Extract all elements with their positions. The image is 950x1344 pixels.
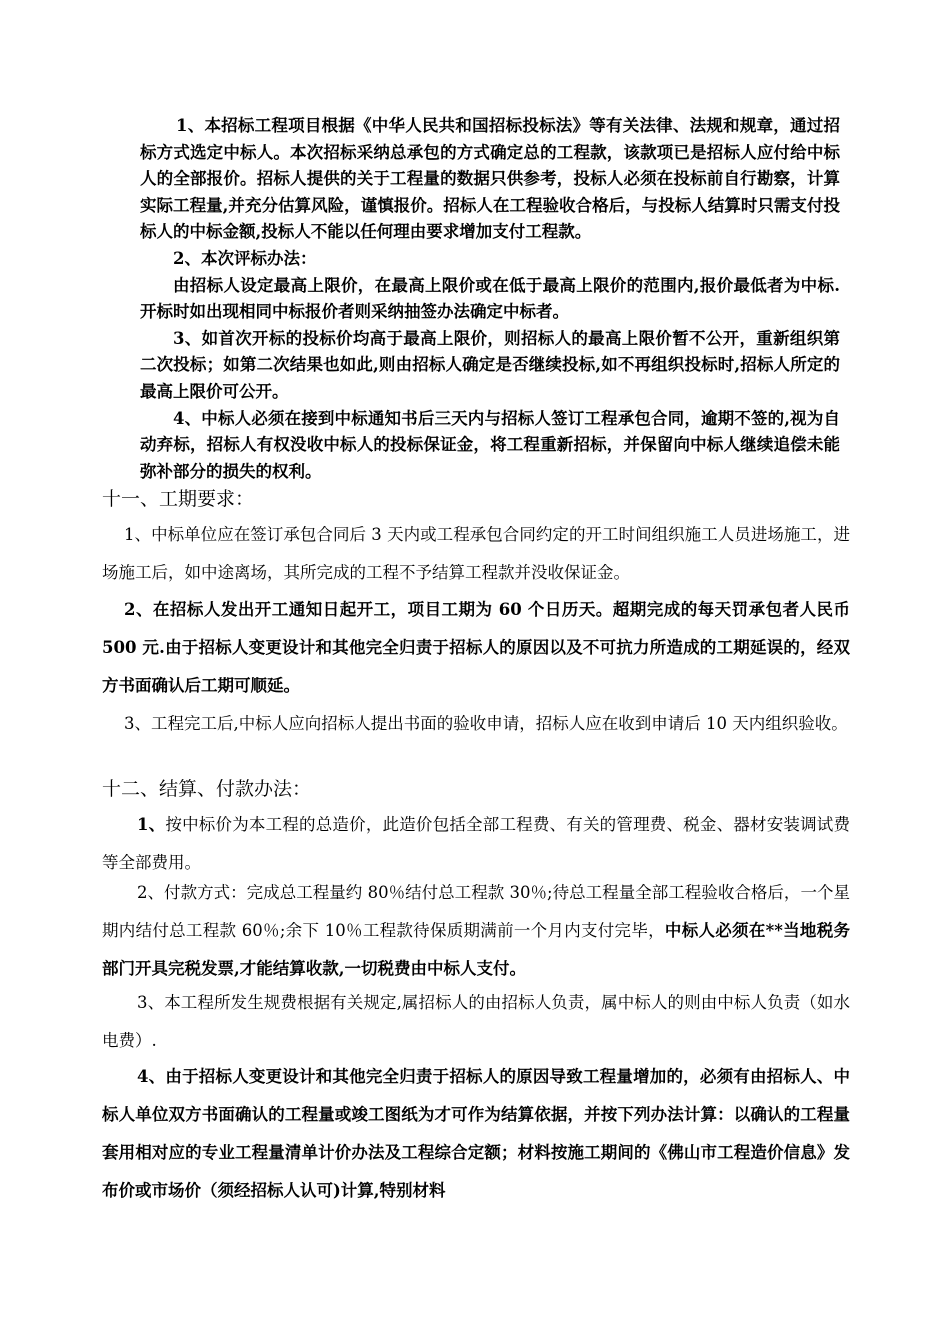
paragraph-text: 2、付款方式：完成总工程量约 80％结付总工程款 30％;待总工程量全部工程验收合格后，一个星期内结付总工程款 60％;余下 10％工程款待保质期满前一个月内支付完毕， [102, 883, 850, 940]
section-11-heading: 十一、工期要求： [102, 488, 255, 510]
paragraph-4: 4、中标人必须在接到中标通知书后三天内与招标人签订工程承包合同，逾期不签的,视为自动弃标，招标人有权没收中标人的投标保证金，将工程重新招标，并保留向中标人继续追偿未能弥补部分的损失的权利。 [140, 408, 840, 481]
section-11-paragraph-1: 1、中标单位应在签订承包合同后 3 天内或工程承包合同约定的开工时间组织施工人员进场施工，进场施工后，如中途离场，其所完成的工程不予结算工程款并没收保证金。 [102, 525, 850, 582]
section-11-paragraph-3: 3、工程完工后,中标人应向招标人提出书面的验收申请，招标人应在收到申请后 10 天内组织验收。 [124, 714, 848, 733]
section-12-paragraph-4: 4、由于招标人变更设计和其他完全归责于招标人的原因导致工程量增加的，必须有由招标人、中标人单位双方书面确认的工程量或竣工图纸为才可作为结算依据，并按下列办法计算：以确认的工程量套用相对应的专业工程量清单计价办法及工程综合定额；材料按施工期间的《佛山市工程造价信息》发布价或市场价（须经招标人认可)计算,特别材料 [102, 1067, 850, 1200]
section-12-paragraph-2 [102, 874, 850, 988]
section-12-heading: 十二、结算、付款办法： [102, 778, 312, 800]
evaluation-section [0, 113, 950, 485]
paragraph-text: 按中标价为本工程的总造价，此造价包括全部工程费、有关的管理费、税金、器材安装调试费等全部费用。 [102, 815, 851, 872]
section-12-paragraph-1 [102, 806, 850, 882]
paragraph-2-title: 2、本次评标办法： [173, 248, 317, 268]
section-12-paragraph-3: 3、本工程所发生规费根据有关规定,属招标人的由招标人负责，属中标人的则由中标人负责（如水电费）. [102, 993, 850, 1050]
section-11-paragraph-2: 2、在招标人发出开工通知日起开工，项目工期为 60 个日历天。超期完成的每天罚承包者人民币 500 元.由于招标人变更设计和其他完全归责于招标人的原因以及不可抗力所造成的工期延误的，经双方书面确认后工期可顺延。 [102, 600, 850, 695]
paragraph-1: 1、本招标工程项目根据《中华人民共和国招标投标法》等有关法律、法规和规章，通过招标方式选定中标人。本次招标采纳总承包的方式确定总的工程款，该款项已是招标人应付给中标人的全部报价。招标人提供的关于工程量的数据只供参考，投标人必须在投标前自行勘察，计算实际工程量,并充分估算风险，谨慎报价。招标人在工程验收合格后，与投标人结算时只需支付投标人的中标金额,投标人不能以任何理由要求增加支付工程款。 [140, 116, 840, 242]
paragraph-2-body: 由招标人设定最高上限价，在最高上限价或在低于最高上限价的范围内,报价最低者为中标.开标时如出现相同中标报价者则采纳抽签办法确定中标者。 [140, 275, 840, 322]
tax-invoice-note: 中标人必须在**当地税务部门开具完税发票,才能结算收款,一切税费由中标人支付。 [102, 921, 850, 978]
paragraph-number: 1、 [137, 815, 166, 834]
paragraph-3: 3、如首次开标的投标价均高于最高上限价，则招标人的最高上限价暂不公开，重新组织第二次投标；如第二次结果也如此,则由招标人确定是否继续投标,如不再组织投标时,招标人所定的最高上限价可公开。 [140, 328, 840, 401]
